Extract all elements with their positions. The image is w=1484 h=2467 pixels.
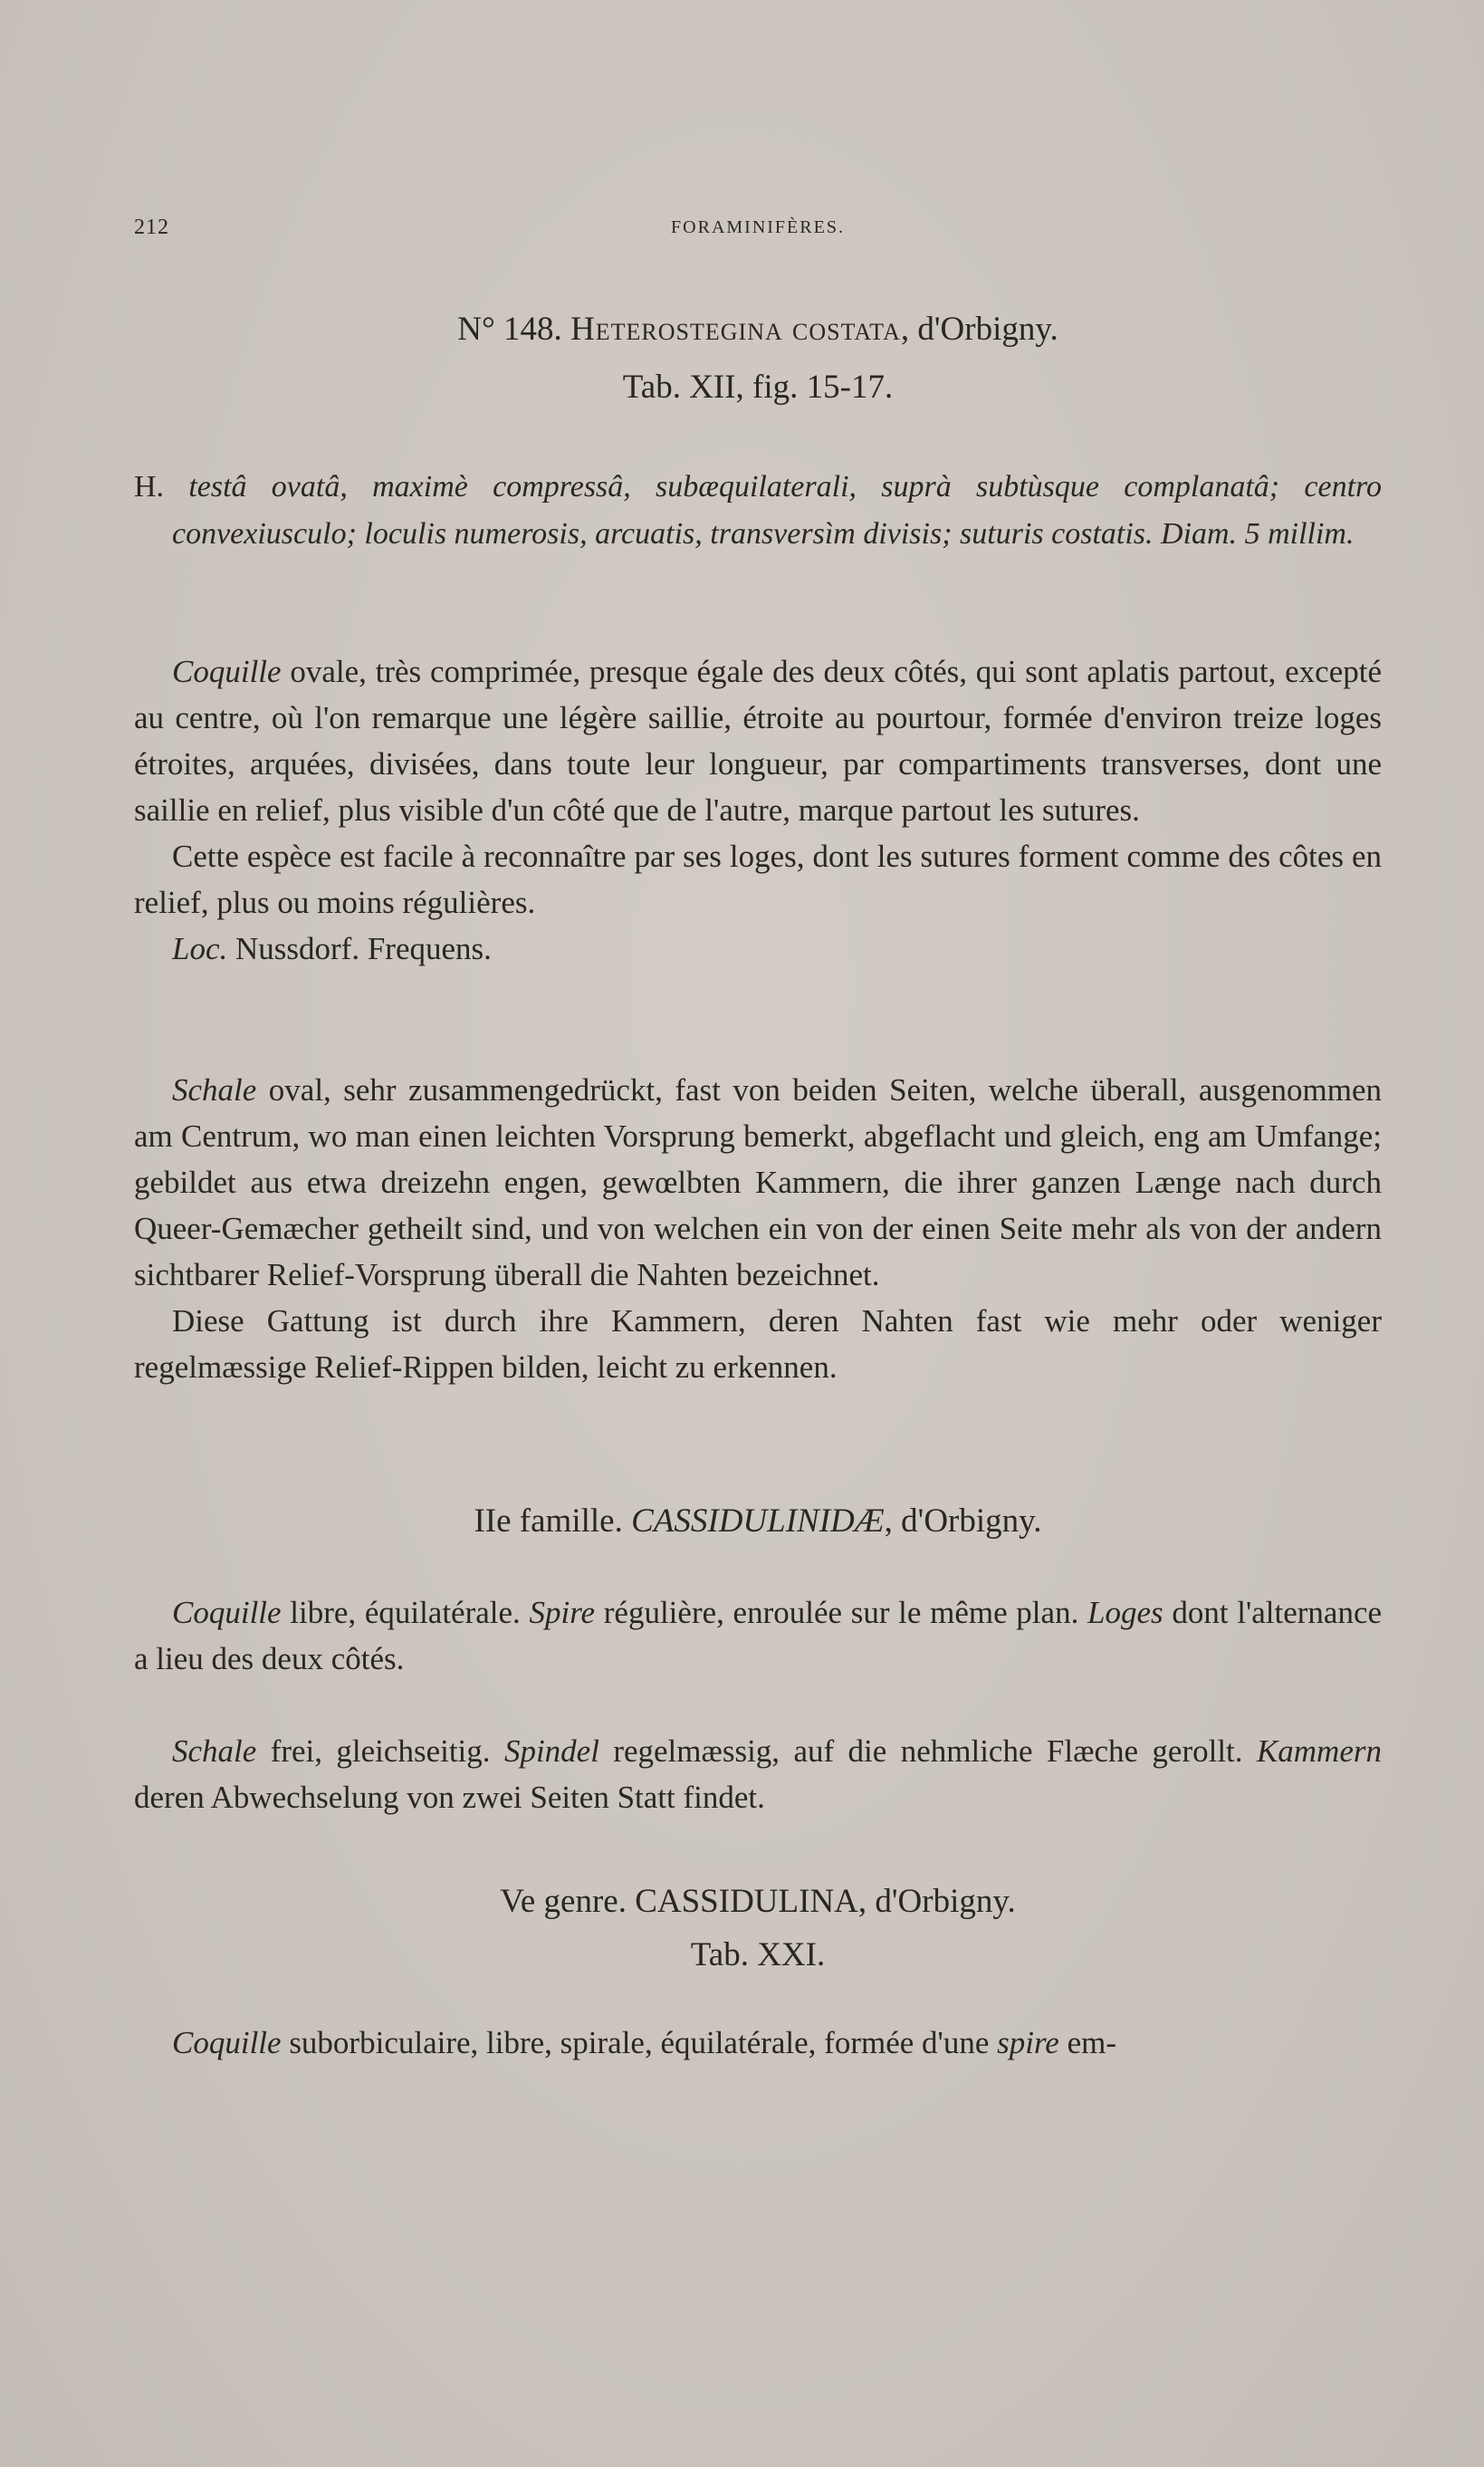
family-author: , d'Orbigny. [884,1502,1042,1540]
family-fr-text-1: libre, équilatérale. [290,1595,521,1630]
genus-fr-text-1: suborbiculaire, libre, spirale, équilatérale, formée d'une [289,2025,990,2060]
family-fr-text-3: dont l'alternance a lieu des deux côtés. [134,1595,1383,1676]
species-heading [134,306,1382,353]
family-name: CASSIDULINIDÆ [631,1502,885,1540]
running-title: FORAMINIFÈRES. [671,217,845,237]
fr-term: Coquille [172,654,282,689]
de-term: Schale [172,1072,257,1108]
genus-french [134,2020,1382,2066]
diagnosis-text: testâ ovatâ, maximè compressâ, subæquilaterali, suprà subtùsque complanatâ; centro convexiusculo; loculis numerosis, arcuatis, transversìm divisis; suturis costatis. Diam. 5 millim. [172,470,1382,551]
fr-paragraph-1: ovale, très comprimée, presque égale des deux côtés, qui sont aplatis partout, excepté au centre, où l'on remarque une légère saillie, étroite au pourtour, formée d'environ treize loges étroites, arquées, divisées, dans toute leur longueur, par compartiments transverses, dont une saillie en relief, plus visible d'un côté que de l'autre, marque partout les sutures. [134,654,1382,828]
species-number: N° 148. [457,311,562,348]
genus-fr-term-2: spire [997,2025,1059,2060]
family-fr-term-2: Spire [529,1595,596,1630]
de-paragraph-1: oval, sehr zusammengedrückt, fast von beiden Seiten, welche überall, ausgenommen am Centrum, wo man einen leichten Vorsprung bemerkt, abgeflacht und gleich, eng am Umfange; gebildet aus etwa dreizehn engen, gewœlbten Kammern, die ihrer ganzen Længe nach durch Queer-Gemæcher getheilt sind, und von welchen ein von der einen Seite mehr als von der andern sichtbarer Relief-Vorsprung überall die Nahten bezeichnet. [134,1072,1383,1292]
running-head [134,216,1382,243]
family-de-term-2: Spindel [503,1733,599,1769]
family-german [134,1728,1382,1820]
family-heading [134,1498,1382,1545]
species-plate: Tab. XII, fig. 15-17. [622,369,894,406]
diagnosis-abbrev: H. [134,470,165,504]
family-de-text-3: deren Abwechselung von zwei Seiten Statt findet. [134,1780,765,1815]
genus-heading: Ve genre. CASSIDULINA, d'Orbigny. [500,1883,1016,1920]
german-description [134,1067,1382,1390]
genus-fr-term-1: Coquille [172,2025,282,2060]
species-name: Heterostegina costata [570,311,901,348]
fr-paragraph-2: Cette espèce est facile à reconnaître par ses loges, dont les sutures forment comme des côtes en relief, plus ou moins régulières. [134,839,1382,920]
fr-loc-label: Loc. [172,931,228,966]
family-de-term-1: Schale [172,1733,257,1769]
family-de-text-1: frei, gleichseitig. [270,1733,491,1769]
de-paragraph-2: Diese Gattung ist durch ihre Kammern, deren Nahten fast wie mehr oder weniger regelmæssige Relief-Rippen bilden, leicht zu erkennen. [134,1303,1382,1385]
species-author: , d'Orbigny. [900,311,1058,348]
french-description [134,648,1382,972]
page-number: 212 [134,216,169,239]
genus-plate: Tab. XXI. [690,1936,826,1973]
family-prefix: IIe famille. [474,1502,623,1540]
family-french [134,1589,1382,1682]
fr-loc-text: Nussdorf. Frequens. [235,931,492,966]
family-de-term-3: Kammern [1256,1733,1382,1769]
family-de-text-2: regelmæssig, auf die nehmliche Flæche gerollt. [613,1733,1243,1769]
latin-diagnosis [134,464,1382,558]
genus-fr-text-2: em- [1067,2025,1116,2060]
family-fr-term-3: Loges [1087,1595,1163,1630]
family-fr-text-2: régulière, enroulée sur le même plan. [603,1595,1079,1630]
family-fr-term-1: Coquille [172,1595,282,1630]
